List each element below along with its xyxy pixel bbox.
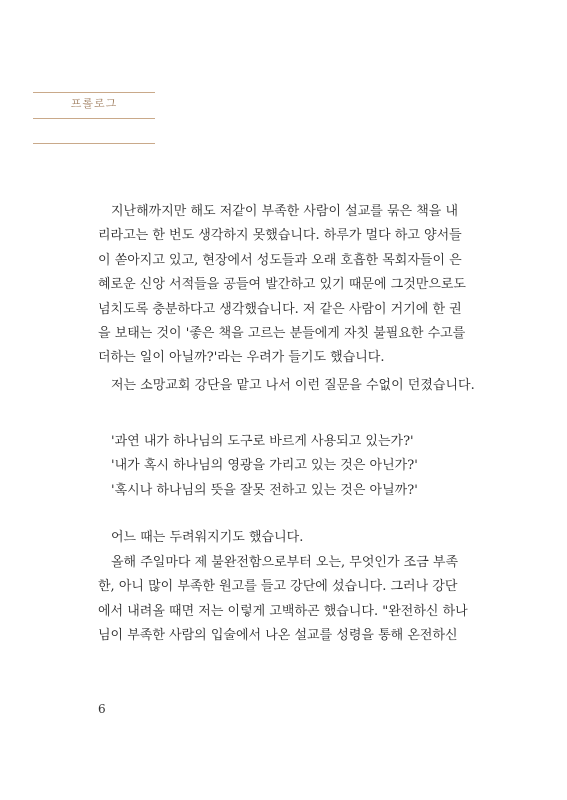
text-line: 넘치도록 충분하다고 생각했습니다. 저 같은 사람이 거기에 한 권 (98, 301, 462, 317)
text-line: 에서 내려올 때면 저는 이렇게 고백하곤 했습니다. "완전하신 하나 (98, 603, 468, 619)
text-line: 지난해까지만 해도 저같이 부족한 사람이 설교를 묶은 책을 내 (111, 204, 459, 219)
text-line: 더하는 일이 아닐까?'라는 우려가 들기도 했습니다. (98, 350, 385, 366)
text-line: 을 보태는 것이 '좋은 책을 고르는 분들에게 자칫 불필요한 수고를 (98, 326, 466, 342)
paragraph-1 (98, 200, 470, 371)
quote-line: '과연 내가 하나님의 도구로 바르게 사용되고 있는가?' (111, 434, 414, 449)
heading-rule-middle (33, 118, 155, 119)
page-number: 6 (98, 702, 106, 716)
text-line: 저는 소망교회 강단을 맡고 나서 이런 질문을 수없이 던졌습니다. (111, 378, 475, 393)
heading-rule-bottom (33, 143, 155, 144)
text-line: 님이 부족한 사람의 입술에서 나온 설교를 성령을 통해 온전하신 (98, 628, 458, 644)
quote-line: '혹시나 하나님의 뜻을 잘못 전하고 있는 것은 아닐까?' (111, 482, 418, 498)
text-line: 어느 때는 두려워지기도 했습니다. (111, 530, 304, 545)
text-line: 이 쏟아지고 있고, 현장에서 성도들과 오래 호흡한 목회자들이 은 (98, 252, 462, 268)
section-title: 프롤로그 (70, 97, 118, 110)
quote-line: '내가 혹시 하나님의 영광을 가리고 있는 것은 아닌가?' (111, 458, 418, 474)
text-line: 한, 아니 많이 부족한 원고를 들고 강단에 섰습니다. 그러나 강단 (98, 579, 458, 595)
paragraph-3 (98, 526, 470, 550)
quote-block (98, 430, 470, 503)
text-line: 올해 주일마다 제 불완전함으로부터 오는, 무엇인가 조금 부족 (111, 555, 459, 570)
paragraph-4 (98, 551, 470, 649)
text-line: 혜로운 신앙 서적들을 공들여 발간하고 있기 때문에 그것만으로도 (98, 277, 466, 293)
paragraph-2 (98, 374, 475, 398)
text-line: 리라고는 한 번도 생각하지 못했습니다. 하루가 멀다 하고 양서들 (98, 228, 462, 244)
